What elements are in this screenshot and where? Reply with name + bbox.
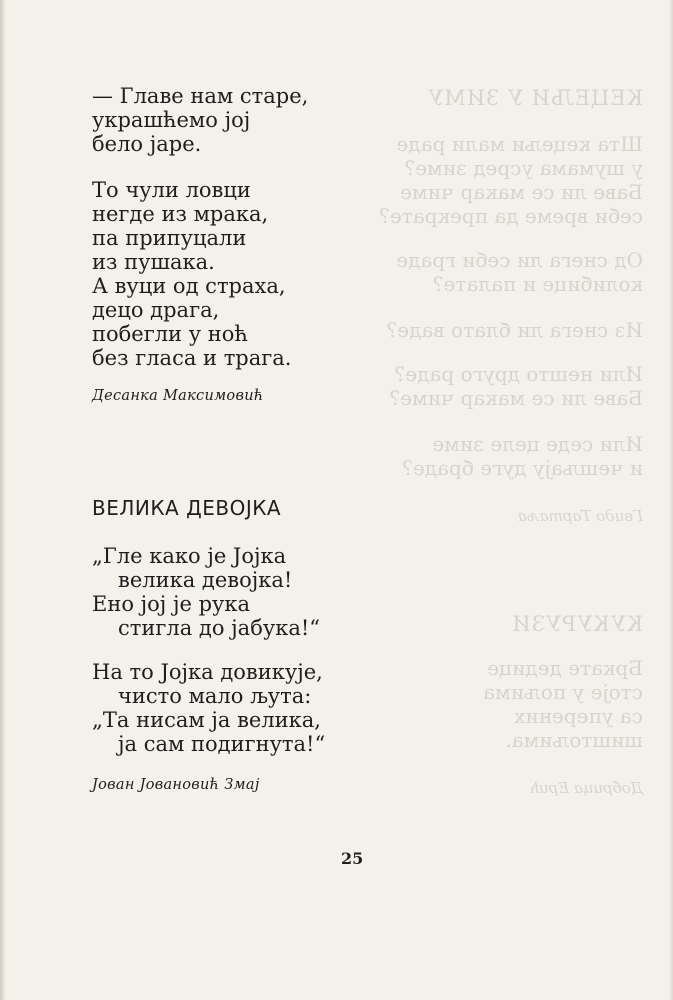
poem2-line-5: На то Јојка довикује, (92, 660, 323, 684)
page-left-edge-shadow (0, 0, 6, 1000)
poem2-line-1: „Гле како је Јојка (92, 544, 287, 568)
poem2-title: ВЕЛИКА ДЕВОЈКА (92, 496, 282, 520)
poem1-line-10: побегли у ноћ (92, 322, 248, 346)
show-through-line: Баве ли се макар чиме? (389, 386, 643, 410)
show-through-line: Од снега ли себи граде (396, 248, 643, 272)
show-through-line: Или седе целе зиме (432, 432, 643, 456)
show-through-line: шиштољима. (505, 728, 643, 752)
poem2-line-8: ја сам подигнута!“ (118, 732, 326, 756)
show-through-line: себи време да прекрате? (379, 204, 643, 228)
show-through-author: Гвидо Тартаља (517, 507, 643, 525)
show-through-line: колибице и палате? (432, 272, 643, 296)
show-through-line: стоје у пољима (483, 680, 643, 704)
poem1-line-9: децо драга, (92, 298, 220, 322)
poem1-line-6: па припуцали (92, 226, 247, 250)
poem1-line-8: А вуци од страха, (92, 274, 286, 298)
poem2-author: Јован Јовановић Змај (92, 777, 260, 793)
poem2-line-4: стигла до јабука!“ (118, 616, 321, 640)
page-right-edge (669, 0, 673, 1000)
page-number: 25 (341, 849, 364, 868)
poem2-line-6: чисто мало љута: (118, 684, 312, 708)
poem1-line-3: бело јаре. (92, 132, 202, 156)
poem2-line-7: „Та нисам ја велика, (92, 708, 321, 732)
show-through-line: Бркате дедице (487, 656, 643, 680)
poem2-line-3: Ено јој је рука (92, 592, 251, 616)
show-through-line: у шумама усред зиме? (404, 156, 643, 180)
poem1-line-7: из пушака. (92, 250, 215, 274)
poem2-line-2: велика девојка! (118, 568, 293, 592)
show-through-title: КУКУРУЗИ (511, 612, 643, 636)
show-through-line: Из снега ли блато ваде? (386, 318, 643, 342)
show-through-line: Шта кецељи мали раде (396, 132, 643, 156)
show-through-line: са уперених (514, 704, 643, 728)
poem1-line-1: — Главе нам старе, (92, 84, 309, 108)
poem1-line-11: без гласа и трага. (92, 346, 292, 370)
show-through-author: Добрица Ерић (529, 779, 643, 797)
show-through-line: и чешљају дуге браде? (402, 456, 643, 480)
show-through-line: Или нешто друго раде? (394, 362, 643, 386)
show-through-line: Баве ли се макар чиме (400, 180, 643, 204)
poem1-author: Десанка Максимовић (92, 388, 264, 404)
poem1-line-4: То чули ловци (92, 178, 251, 202)
poem1-line-5: негде из мрака, (92, 202, 269, 226)
show-through-title: КЕЦЕЉИ У ЗИМУ (427, 86, 643, 110)
poem1-line-2: украшћемо јој (92, 108, 251, 132)
